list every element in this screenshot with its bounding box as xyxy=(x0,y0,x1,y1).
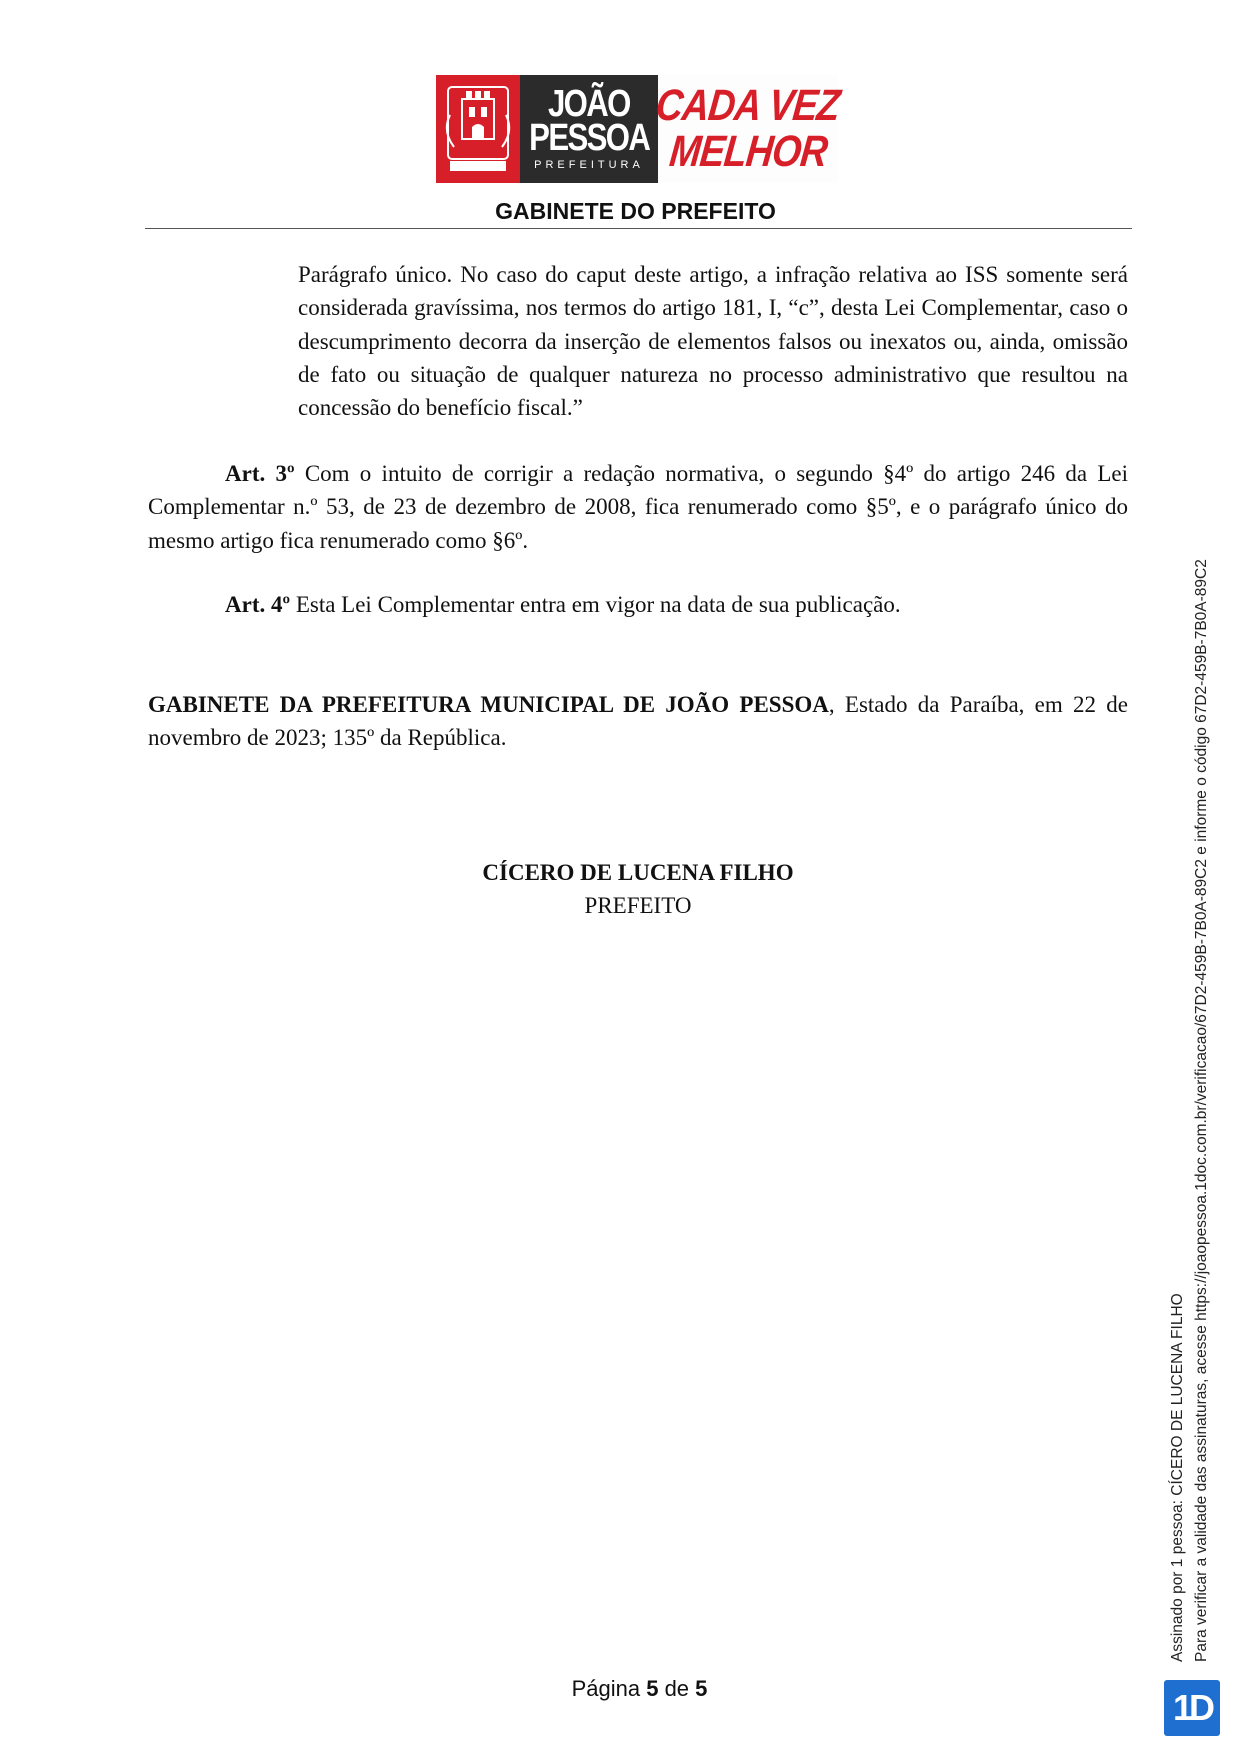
article-4-text: Esta Lei Complementar entra em vigor na data de sua publicação. xyxy=(290,592,901,617)
signer-name: CÍCERO DE LUCENA FILHO xyxy=(482,860,794,885)
signed-by-line: Assinado por 1 pessoa: CÍCERO DE LUCENA FILHO xyxy=(1169,1293,1186,1662)
office-heading: GABINETE DO PREFEITO xyxy=(495,198,776,224)
slogan-line2: MELHOR xyxy=(666,127,830,176)
closing-text: , Estado da Paraíba, em 22 de novembro de 2023; 135º da República. xyxy=(148,692,1128,751)
crest-panel xyxy=(436,75,520,183)
article-4 xyxy=(148,588,1128,621)
slogan-panel xyxy=(653,75,843,183)
paragrafo-unico: Parágrafo único. No caso do caput deste artigo, a infração relativa ao ISS somente será considerada gravíssima, nos termos do artigo 181, I, “c”, desta Lei Complementar, caso o descumprimento decorra da inserção de elementos falsos ou inexatos ou, ainda, omissão de fato ou situação de qualquer natureza no processo administrativo que resultou na concessão do benefício fiscal.” xyxy=(298,262,1128,421)
page-separator: de xyxy=(658,1676,696,1701)
city-crest-icon xyxy=(444,85,512,173)
city-name-line1: JOÃO xyxy=(548,83,630,125)
prefeitura-logo xyxy=(436,75,843,183)
page-number xyxy=(0,1676,1241,1702)
closing-bold: GABINETE DA PREFEITURA MUNICIPAL DE JOÃO PESSOA xyxy=(148,692,829,717)
page-total: 5 xyxy=(695,1676,708,1701)
signer-title: PREFEITO xyxy=(584,893,692,918)
city-name-panel xyxy=(520,75,658,183)
city-name-line2: PESSOA xyxy=(528,117,650,159)
signature-block xyxy=(0,856,1241,922)
1doc-logo-icon: 1D xyxy=(1164,1680,1220,1736)
article-3-label: Art. 3º xyxy=(225,461,295,486)
page-current: 5 xyxy=(646,1676,659,1701)
verification-line: Para verificar a validade das assinaturas, acesse https://joaopessoa.1doc.com.br/verificacao/67D2-459B-7B0A-89C2 e informe o código 67D2-459B-7B0A-89C2 xyxy=(1193,559,1210,1662)
closing-paragraph xyxy=(148,688,1128,755)
signature-verification-note xyxy=(1166,462,1214,1662)
article-3-text: Com o intuito de corrigir a redação normativa, o segundo §4º do artigo 246 da Lei Complementar n.º 53, de 23 de dezembro de 2008, fica renumerado como §5º, e o parágrafo único do mesmo artigo fica renumerado como §6º. xyxy=(148,461,1128,553)
slogan-line1: CADA VEZ xyxy=(653,81,843,130)
article-3 xyxy=(148,457,1128,557)
page-prefix: Página xyxy=(571,1676,647,1701)
header-divider xyxy=(145,228,1132,229)
city-subtitle: PREFEITURA xyxy=(534,159,644,171)
article-4-label: Art. 4º xyxy=(225,592,291,617)
